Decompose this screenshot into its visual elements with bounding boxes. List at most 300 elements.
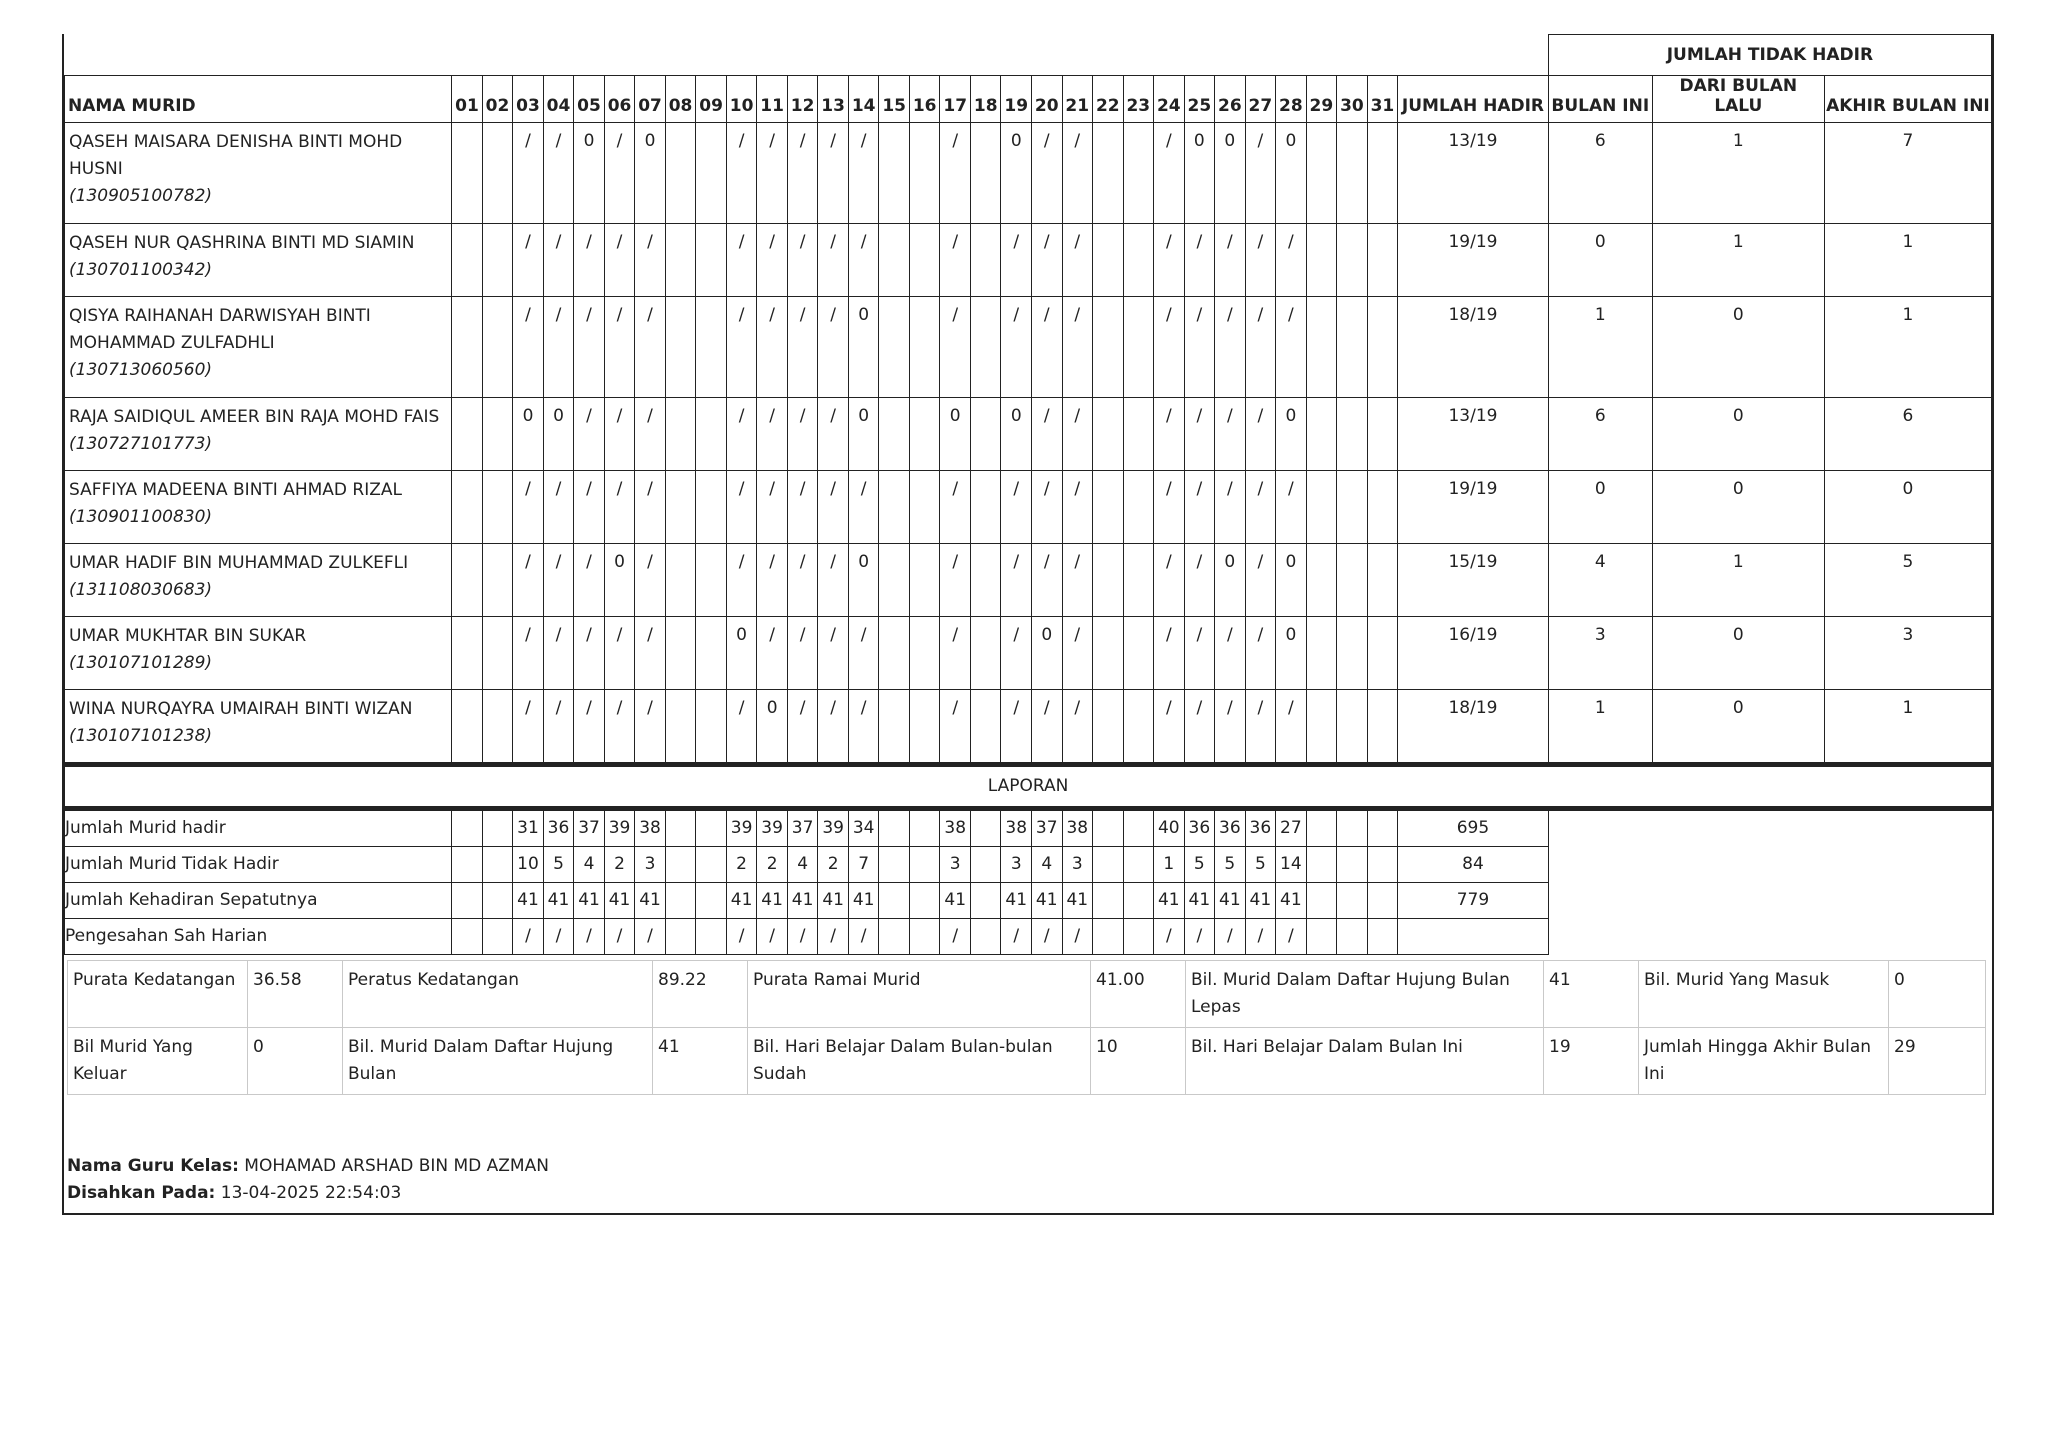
laporan-day-cell: 41 (1215, 882, 1246, 918)
day-cell (1306, 616, 1337, 689)
laporan-day-cell (482, 808, 513, 846)
laporan-day-cell: / (543, 918, 574, 954)
day-cell: / (1154, 689, 1185, 764)
day-cell: / (1245, 397, 1276, 470)
day-header: 23 (1123, 75, 1154, 122)
day-cell: / (787, 689, 818, 764)
laporan-day-cell: 37 (787, 808, 818, 846)
day-cell: / (1245, 470, 1276, 543)
laporan-day-cell (1337, 882, 1368, 918)
day-header: 04 (543, 75, 574, 122)
day-header: 29 (1306, 75, 1337, 122)
laporan-day-cell (970, 882, 1001, 918)
day-cell (879, 296, 910, 397)
day-cell (909, 616, 940, 689)
day-cell (696, 397, 727, 470)
laporan-day-cell: 2 (757, 846, 788, 882)
jumlah-hingga-akhir-value: 29 (1889, 1027, 1986, 1094)
laporan-data-row (65, 882, 1992, 918)
day-cell: / (726, 223, 757, 296)
day-cell (1306, 122, 1337, 223)
laporan-day-cell (1306, 846, 1337, 882)
bulan-ini-header: BULAN INI (1548, 75, 1652, 122)
laporan-day-cell: 39 (757, 808, 788, 846)
student-name-cont: HUSNI (69, 158, 123, 179)
day-cell (1306, 543, 1337, 616)
laporan-day-cell (970, 846, 1001, 882)
day-cell (665, 616, 696, 689)
day-cell: 0 (848, 397, 879, 470)
jumlah-hadir-cell: 13/19 (1398, 122, 1549, 223)
attendance-table (64, 34, 1992, 955)
day-cell (1306, 689, 1337, 764)
day-header: 25 (1184, 75, 1215, 122)
day-cell: / (1154, 296, 1185, 397)
laporan-day-cell: 5 (1184, 846, 1215, 882)
laporan-day-cell (909, 846, 940, 882)
day-cell: / (1062, 689, 1093, 764)
laporan-day-cell: 36 (1245, 808, 1276, 846)
bulan-ini-cell: 6 (1548, 397, 1652, 470)
laporan-total-cell: 695 (1398, 808, 1549, 846)
laporan-day-cell (909, 918, 940, 954)
day-cell: / (818, 397, 849, 470)
laporan-day-cell: 41 (604, 882, 635, 918)
akhir-bulan-ini-cell: 5 (1824, 543, 1991, 616)
bulan-ini-cell: 0 (1548, 223, 1652, 296)
day-cell (1367, 689, 1398, 764)
day-cell: / (574, 689, 605, 764)
day-cell (970, 296, 1001, 397)
laporan-day-cell: 2 (818, 846, 849, 882)
laporan-day-cell: / (1215, 918, 1246, 954)
day-header: 12 (787, 75, 818, 122)
dari-bulan-lalu-header: DARI BULAN LALU (1652, 75, 1824, 122)
day-header: 16 (909, 75, 940, 122)
student-name: SAFFIYA MADEENA BINTI AHMAD RIZAL (69, 479, 402, 500)
laporan-day-cell: 4 (1031, 846, 1062, 882)
day-cell: / (818, 689, 849, 764)
day-cell: / (543, 470, 574, 543)
day-cell: / (726, 296, 757, 397)
laporan-day-cell (1367, 846, 1398, 882)
day-cell: / (940, 689, 971, 764)
jumlah-hingga-akhir-label: Jumlah Hingga Akhir Bulan Ini (1639, 1027, 1889, 1094)
laporan-day-cell (452, 882, 483, 918)
day-header: 01 (452, 75, 483, 122)
day-cell: / (1215, 397, 1246, 470)
purata-ramai-murid-value: 41.00 (1091, 960, 1186, 1027)
student-ic: (130905100782) (69, 185, 213, 206)
laporan-day-cell (1093, 882, 1124, 918)
student-name-cell (65, 543, 452, 616)
laporan-day-cell: 38 (940, 808, 971, 846)
day-cell (452, 122, 483, 223)
jumlah-hadir-cell: 15/19 (1398, 543, 1549, 616)
laporan-day-cell (879, 808, 910, 846)
day-cell: / (1245, 543, 1276, 616)
laporan-day-cell (879, 846, 910, 882)
student-row (65, 122, 1992, 223)
day-cell: / (726, 397, 757, 470)
day-cell: / (818, 296, 849, 397)
day-cell: / (635, 470, 666, 543)
day-cell (1367, 122, 1398, 223)
day-cell: 0 (940, 397, 971, 470)
day-cell: 0 (757, 689, 788, 764)
dari-bulan-lalu-cell: 0 (1652, 397, 1824, 470)
purata-ramai-murid-label: Purata Ramai Murid (748, 960, 1091, 1027)
akhir-bulan-ini-cell: 3 (1824, 616, 1991, 689)
laporan-day-cell (665, 918, 696, 954)
day-cell: / (635, 296, 666, 397)
day-cell: / (1062, 397, 1093, 470)
day-cell (1123, 616, 1154, 689)
laporan-day-cell: 2 (604, 846, 635, 882)
day-cell: / (848, 689, 879, 764)
day-cell: / (543, 543, 574, 616)
day-cell (696, 223, 727, 296)
day-cell: / (1154, 543, 1185, 616)
day-cell: / (1001, 689, 1032, 764)
laporan-day-cell: 41 (726, 882, 757, 918)
dari-bulan-lalu-cell: 1 (1652, 223, 1824, 296)
student-name-cell (65, 296, 452, 397)
disahkan-label: Disahkan Pada: (67, 1182, 216, 1203)
day-cell: / (818, 122, 849, 223)
student-name-cell (65, 689, 452, 764)
jumlah-hadir-cell: 13/19 (1398, 397, 1549, 470)
day-cell: / (787, 223, 818, 296)
laporan-day-cell (1337, 918, 1368, 954)
day-cell (1306, 397, 1337, 470)
laporan-day-cell (452, 808, 483, 846)
day-header: 19 (1001, 75, 1032, 122)
day-cell (1367, 223, 1398, 296)
laporan-data-row (65, 808, 1992, 846)
laporan-day-cell: 41 (1184, 882, 1215, 918)
day-cell: / (818, 616, 849, 689)
day-cell: / (1154, 397, 1185, 470)
laporan-day-cell (1306, 918, 1337, 954)
day-cell: / (818, 470, 849, 543)
jumlah-tidak-hadir-header: JUMLAH TIDAK HADIR (1548, 35, 1991, 76)
day-cell: / (1062, 470, 1093, 543)
day-cell (452, 223, 483, 296)
laporan-day-cell (665, 808, 696, 846)
jumlah-hadir-cell: 18/19 (1398, 296, 1549, 397)
day-cell: / (1031, 689, 1062, 764)
day-cell: / (787, 543, 818, 616)
nama-murid-header: NAMA MURID (65, 75, 452, 122)
day-cell (696, 543, 727, 616)
day-cell: / (1276, 689, 1307, 764)
laporan-day-cell (879, 918, 910, 954)
day-cell: 0 (1276, 543, 1307, 616)
akhir-bulan-ini-cell: 1 (1824, 689, 1991, 764)
day-cell (665, 296, 696, 397)
header-row (65, 75, 1992, 122)
laporan-day-cell: 41 (574, 882, 605, 918)
laporan-day-cell: 2 (726, 846, 757, 882)
day-cell: / (1184, 296, 1215, 397)
day-cell (970, 616, 1001, 689)
day-cell (1337, 122, 1368, 223)
day-cell: / (513, 470, 544, 543)
day-header: 06 (604, 75, 635, 122)
laporan-day-cell: 7 (848, 846, 879, 882)
day-cell: / (513, 223, 544, 296)
day-cell: / (1154, 470, 1185, 543)
laporan-row-label: Jumlah Kehadiran Sepatutnya (65, 882, 452, 918)
laporan-day-cell: 14 (1276, 846, 1307, 882)
guru-kelas-label: Nama Guru Kelas: (67, 1155, 239, 1176)
laporan-day-cell: 1 (1154, 846, 1185, 882)
day-cell: 0 (513, 397, 544, 470)
disahkan-line (67, 1180, 1989, 1207)
day-cell (482, 296, 513, 397)
day-cell: / (604, 122, 635, 223)
laporan-day-cell: 41 (1062, 882, 1093, 918)
laporan-day-cell (1337, 808, 1368, 846)
murid-masuk-value: 0 (1889, 960, 1986, 1027)
laporan-day-cell: / (848, 918, 879, 954)
student-name: QASEH MAISARA DENISHA BINTI MOHD (69, 131, 403, 152)
laporan-day-cell (696, 882, 727, 918)
hari-belajar-ini-value: 19 (1544, 1027, 1639, 1094)
day-cell: / (787, 616, 818, 689)
day-cell: / (1245, 689, 1276, 764)
jumlah-hadir-cell: 16/19 (1398, 616, 1549, 689)
day-cell (909, 122, 940, 223)
day-cell: / (757, 397, 788, 470)
laporan-day-cell: 41 (848, 882, 879, 918)
day-cell (1337, 470, 1368, 543)
laporan-day-cell: 4 (574, 846, 605, 882)
laporan-day-cell: 41 (543, 882, 574, 918)
day-header: 21 (1062, 75, 1093, 122)
day-cell (879, 616, 910, 689)
laporan-day-cell: 41 (635, 882, 666, 918)
murid-keluar-label: Bil Murid Yang Keluar (68, 1027, 248, 1094)
student-name: WINA NURQAYRA UMAIRAH BINTI WIZAN (69, 698, 413, 719)
laporan-day-cell: 41 (1154, 882, 1185, 918)
day-cell: / (1062, 223, 1093, 296)
day-cell: / (726, 470, 757, 543)
day-cell (1093, 296, 1124, 397)
laporan-day-cell: / (1001, 918, 1032, 954)
day-cell: / (574, 296, 605, 397)
laporan-day-cell: / (1184, 918, 1215, 954)
day-cell (1093, 689, 1124, 764)
day-cell: / (543, 296, 574, 397)
bulan-ini-cell: 4 (1548, 543, 1652, 616)
laporan-day-cell: 27 (1276, 808, 1307, 846)
day-cell: / (1062, 616, 1093, 689)
day-cell: / (635, 543, 666, 616)
day-cell (665, 470, 696, 543)
day-cell (1123, 397, 1154, 470)
day-header: 27 (1245, 75, 1276, 122)
day-cell (1093, 223, 1124, 296)
student-ic: (130713060560) (69, 359, 213, 380)
day-cell (909, 223, 940, 296)
laporan-day-cell: / (940, 918, 971, 954)
student-row (65, 223, 1992, 296)
day-cell: / (787, 470, 818, 543)
day-cell (1337, 223, 1368, 296)
day-cell: / (848, 223, 879, 296)
day-cell: 0 (848, 296, 879, 397)
day-cell: / (1001, 543, 1032, 616)
day-cell: / (940, 223, 971, 296)
day-cell (1123, 296, 1154, 397)
laporan-total-cell: 779 (1398, 882, 1549, 918)
day-cell (970, 689, 1001, 764)
laporan-day-cell: 36 (543, 808, 574, 846)
day-cell: / (757, 543, 788, 616)
day-cell (879, 543, 910, 616)
laporan-day-cell: 4 (787, 846, 818, 882)
day-cell: / (818, 223, 849, 296)
akhir-bulan-ini-cell: 7 (1824, 122, 1991, 223)
laporan-day-cell: 3 (1001, 846, 1032, 882)
laporan-row-label: Jumlah Murid hadir (65, 808, 452, 846)
student-name: RAJA SAIDIQUL AMEER BIN RAJA MOHD FAIS (69, 406, 440, 427)
day-cell: / (940, 470, 971, 543)
laporan-day-cell (1306, 882, 1337, 918)
day-cell: / (543, 616, 574, 689)
laporan-day-cell: 41 (757, 882, 788, 918)
header-group-row (65, 35, 1992, 76)
hari-belajar-ini-label: Bil. Hari Belajar Dalam Bulan Ini (1186, 1027, 1544, 1094)
day-cell (1367, 543, 1398, 616)
day-cell (1123, 223, 1154, 296)
day-cell (482, 397, 513, 470)
day-cell: / (513, 122, 544, 223)
day-cell: / (726, 689, 757, 764)
laporan-day-cell: 5 (543, 846, 574, 882)
day-header: 26 (1215, 75, 1246, 122)
laporan-day-cell (452, 918, 483, 954)
day-cell (1306, 296, 1337, 397)
day-cell: / (1031, 223, 1062, 296)
day-cell: / (1184, 470, 1215, 543)
student-name: QISYA RAIHANAH DARWISYAH BINTI (69, 305, 371, 326)
student-ic: (130727101773) (69, 433, 213, 454)
day-cell (1093, 122, 1124, 223)
laporan-total-cell: 84 (1398, 846, 1549, 882)
day-cell (482, 689, 513, 764)
laporan-day-cell: / (574, 918, 605, 954)
student-ic: (130701100342) (69, 259, 213, 280)
day-header: 07 (635, 75, 666, 122)
laporan-day-cell (452, 846, 483, 882)
day-cell: / (635, 397, 666, 470)
jumlah-hadir-header: JUMLAH HADIR (1398, 75, 1549, 122)
laporan-row-label: Pengesahan Sah Harian (65, 918, 452, 954)
day-cell (1337, 543, 1368, 616)
laporan-day-cell: 3 (635, 846, 666, 882)
laporan-day-cell (696, 846, 727, 882)
laporan-day-cell: 38 (1062, 808, 1093, 846)
day-cell: / (1276, 296, 1307, 397)
day-cell: / (604, 616, 635, 689)
laporan-day-cell: / (513, 918, 544, 954)
student-name-cell (65, 470, 452, 543)
akhir-bulan-ini-cell: 0 (1824, 470, 1991, 543)
day-cell (970, 223, 1001, 296)
day-cell (696, 689, 727, 764)
day-cell (1337, 397, 1368, 470)
laporan-day-cell: / (1245, 918, 1276, 954)
day-cell: / (940, 122, 971, 223)
laporan-day-cell (970, 808, 1001, 846)
day-cell: 0 (604, 543, 635, 616)
akhir-bulan-ini-cell: 1 (1824, 296, 1991, 397)
purata-kedatangan-value: 36.58 (248, 960, 343, 1027)
purata-kedatangan-label: Purata Kedatangan (68, 960, 248, 1027)
day-header: 02 (482, 75, 513, 122)
day-cell: / (1154, 616, 1185, 689)
day-cell: / (635, 223, 666, 296)
day-cell: / (574, 543, 605, 616)
laporan-day-cell: / (1154, 918, 1185, 954)
day-header: 31 (1367, 75, 1398, 122)
laporan-day-cell (879, 882, 910, 918)
day-cell (452, 543, 483, 616)
laporan-day-cell (696, 808, 727, 846)
student-row (65, 616, 1992, 689)
student-name-cell (65, 616, 452, 689)
day-cell (1367, 397, 1398, 470)
day-cell (909, 543, 940, 616)
laporan-day-cell (1306, 808, 1337, 846)
day-cell: / (940, 616, 971, 689)
dari-bulan-lalu-cell: 1 (1652, 122, 1824, 223)
day-cell: / (1031, 543, 1062, 616)
day-cell (696, 296, 727, 397)
day-cell: / (1245, 122, 1276, 223)
student-name: UMAR MUKHTAR BIN SUKAR (69, 625, 307, 646)
laporan-day-cell: 31 (513, 808, 544, 846)
laporan-day-cell: / (726, 918, 757, 954)
laporan-day-cell: 40 (1154, 808, 1185, 846)
laporan-day-cell (1367, 808, 1398, 846)
day-cell: 0 (574, 122, 605, 223)
laporan-empty (1548, 808, 1991, 846)
laporan-day-cell (665, 846, 696, 882)
laporan-day-cell (1123, 846, 1154, 882)
day-cell: / (604, 296, 635, 397)
day-cell: / (848, 470, 879, 543)
day-cell (1367, 470, 1398, 543)
day-cell: / (604, 397, 635, 470)
day-cell: / (1215, 616, 1246, 689)
day-cell: / (574, 616, 605, 689)
day-cell: / (1215, 689, 1246, 764)
guru-kelas-name: MOHAMAD ARSHAD BIN MD AZMAN (244, 1155, 549, 1176)
bulan-ini-cell: 1 (1548, 296, 1652, 397)
day-cell: / (787, 122, 818, 223)
laporan-day-cell: / (787, 918, 818, 954)
laporan-day-cell: 41 (940, 882, 971, 918)
daftar-hujung-bulan-lepas-value: 41 (1544, 960, 1639, 1027)
student-ic: (131108030683) (69, 579, 213, 600)
day-cell: / (1001, 223, 1032, 296)
day-cell: / (1245, 223, 1276, 296)
day-cell: / (1001, 296, 1032, 397)
